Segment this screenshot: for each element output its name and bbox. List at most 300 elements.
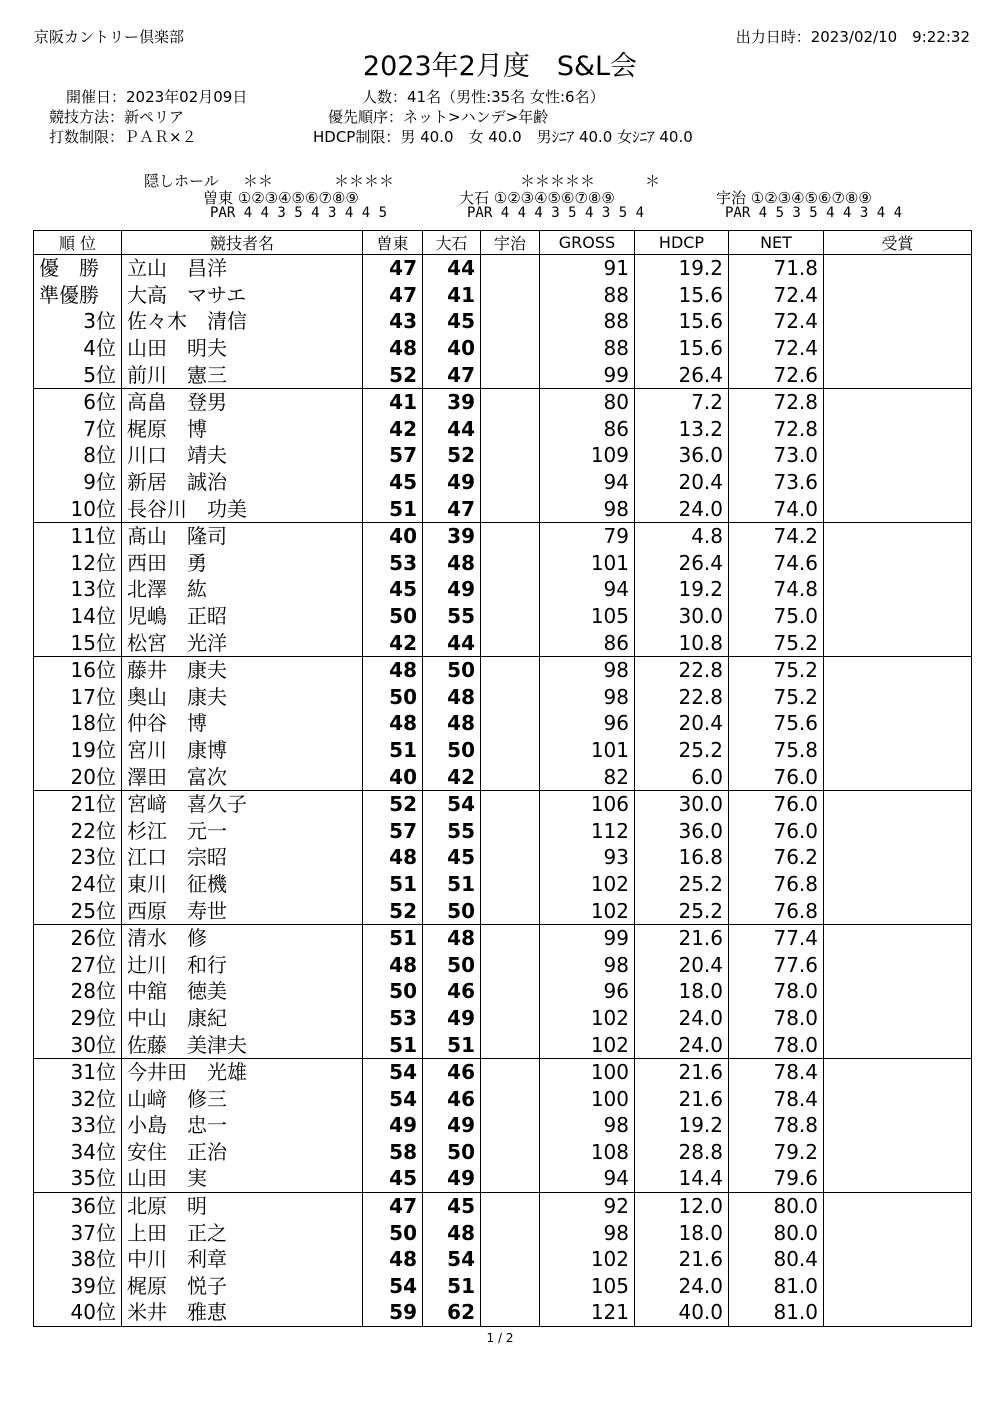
rank-cell: 38位 xyxy=(34,1246,122,1273)
table-row xyxy=(34,951,972,978)
award-cell xyxy=(824,656,972,683)
gross-cell: 108 xyxy=(540,1139,635,1166)
player-name-cell: 小島 忠一 xyxy=(122,1112,363,1139)
gross-cell: 91 xyxy=(540,255,635,282)
hdcp-cell: 25.2 xyxy=(635,737,729,764)
rank-cell: 18位 xyxy=(34,710,122,737)
award-cell xyxy=(824,1031,972,1058)
gross-cell: 98 xyxy=(540,495,635,522)
award-cell xyxy=(824,335,972,362)
player-name-cell: 清水 修 xyxy=(122,924,363,951)
hidden-stars-1: ＊＊ xyxy=(243,172,274,190)
award-cell xyxy=(824,1192,972,1219)
soto-score-cell: 51 xyxy=(363,495,423,522)
uji-score-cell xyxy=(481,1246,540,1273)
rank-cell: 12位 xyxy=(34,550,122,577)
hdcp-cell: 26.4 xyxy=(635,550,729,577)
net-cell: 72.8 xyxy=(729,416,824,443)
col-award: 受賞 xyxy=(824,231,972,255)
hdcp-cell: 21.6 xyxy=(635,1085,729,1112)
player-name-cell: 前川 憲三 xyxy=(122,361,363,388)
uji-score-cell xyxy=(481,388,540,415)
table-row xyxy=(34,844,972,871)
soto-score-cell: 48 xyxy=(363,335,423,362)
table-row xyxy=(34,416,972,443)
net-cell: 75.6 xyxy=(729,710,824,737)
net-cell: 72.4 xyxy=(729,282,824,309)
award-cell xyxy=(824,924,972,951)
rank-cell: 17位 xyxy=(34,684,122,711)
col-gross: GROSS xyxy=(540,231,635,255)
gross-cell: 105 xyxy=(540,1273,635,1300)
oishi-score-cell: 52 xyxy=(423,442,481,469)
rank-cell: 19位 xyxy=(34,737,122,764)
uji-score-cell xyxy=(481,871,540,898)
table-row xyxy=(34,550,972,577)
net-cell: 76.0 xyxy=(729,763,824,790)
hdcp-cell: 25.2 xyxy=(635,871,729,898)
hdcp-cell: 20.4 xyxy=(635,951,729,978)
net-cell: 71.8 xyxy=(729,255,824,282)
soto-score-cell: 54 xyxy=(363,1058,423,1085)
uji-score-cell xyxy=(481,629,540,656)
player-name-cell: 辻川 和行 xyxy=(122,951,363,978)
uji-score-cell xyxy=(481,1139,540,1166)
soto-score-cell: 51 xyxy=(363,1031,423,1058)
soto-score-cell: 45 xyxy=(363,576,423,603)
oishi-score-cell: 62 xyxy=(423,1299,481,1326)
soto-score-cell: 41 xyxy=(363,388,423,415)
soto-score-cell: 40 xyxy=(363,763,423,790)
player-name-cell: 安住 正治 xyxy=(122,1139,363,1166)
uji-score-cell xyxy=(481,951,540,978)
net-cell: 72.4 xyxy=(729,308,824,335)
rank-cell: 6位 xyxy=(34,388,122,415)
soto-score-cell: 45 xyxy=(363,469,423,496)
player-name-cell: 髙山 隆司 xyxy=(122,522,363,549)
table-row xyxy=(34,1058,972,1085)
net-cell: 74.8 xyxy=(729,576,824,603)
oishi-score-cell: 51 xyxy=(423,1031,481,1058)
oishi-score-cell: 48 xyxy=(423,550,481,577)
oishi-score-cell: 51 xyxy=(423,1273,481,1300)
hdcp-cell: 16.8 xyxy=(635,844,729,871)
player-name-cell: 米井 雅恵 xyxy=(122,1299,363,1326)
table-row xyxy=(34,871,972,898)
net-cell: 73.0 xyxy=(729,442,824,469)
competition-method: 競技方法：新ペリア xyxy=(49,108,185,126)
award-cell xyxy=(824,1112,972,1139)
gross-cell: 102 xyxy=(540,1246,635,1273)
hdcp-cell: 21.6 xyxy=(635,1246,729,1273)
player-name-cell: 山田 実 xyxy=(122,1165,363,1192)
uji-score-cell xyxy=(481,978,540,1005)
soto-score-cell: 40 xyxy=(363,522,423,549)
soto-score-cell: 49 xyxy=(363,1112,423,1139)
uji-score-cell xyxy=(481,1192,540,1219)
player-name-cell: 澤田 富次 xyxy=(122,763,363,790)
oishi-score-cell: 45 xyxy=(423,1192,481,1219)
player-name-cell: 東川 征機 xyxy=(122,871,363,898)
rank-cell: 27位 xyxy=(34,951,122,978)
award-cell xyxy=(824,361,972,388)
header-row xyxy=(34,231,972,255)
award-cell xyxy=(824,871,972,898)
oishi-score-cell: 49 xyxy=(423,469,481,496)
oishi-score-cell: 44 xyxy=(423,416,481,443)
page-title: 2023年2月度 S&L会 xyxy=(362,51,638,82)
rank-cell: 37位 xyxy=(34,1219,122,1246)
gross-cell: 99 xyxy=(540,924,635,951)
oishi-score-cell: 41 xyxy=(423,282,481,309)
rank-cell: 35位 xyxy=(34,1165,122,1192)
rank-cell: 26位 xyxy=(34,924,122,951)
soto-score-cell: 59 xyxy=(363,1299,423,1326)
rank-cell: 39位 xyxy=(34,1273,122,1300)
soto-score-cell: 50 xyxy=(363,1219,423,1246)
oishi-score-cell: 54 xyxy=(423,1246,481,1273)
player-name-cell: 新居 誠治 xyxy=(122,469,363,496)
hdcp-cell: 10.8 xyxy=(635,629,729,656)
uji-score-cell xyxy=(481,1085,540,1112)
oishi-score-cell: 55 xyxy=(423,603,481,630)
table-row xyxy=(34,1273,972,1300)
gross-cell: 93 xyxy=(540,844,635,871)
uji-score-cell xyxy=(481,550,540,577)
gross-cell: 106 xyxy=(540,790,635,817)
hdcp-cell: 19.2 xyxy=(635,576,729,603)
oishi-score-cell: 39 xyxy=(423,522,481,549)
gross-cell: 94 xyxy=(540,576,635,603)
table-row xyxy=(34,1246,972,1273)
rank-cell: 22位 xyxy=(34,817,122,844)
rank-cell: 24位 xyxy=(34,871,122,898)
rank-cell: 8位 xyxy=(34,442,122,469)
uji-score-cell xyxy=(481,1031,540,1058)
table-row xyxy=(34,603,972,630)
uji-score-cell xyxy=(481,255,540,282)
soto-score-cell: 58 xyxy=(363,1139,423,1166)
rank-cell: 3位 xyxy=(34,308,122,335)
award-cell xyxy=(824,1273,972,1300)
net-cell: 76.2 xyxy=(729,844,824,871)
table-row xyxy=(34,1112,972,1139)
hdcp-cell: 36.0 xyxy=(635,817,729,844)
net-cell: 72.6 xyxy=(729,361,824,388)
rank-cell: 34位 xyxy=(34,1139,122,1166)
col-net: NET xyxy=(729,231,824,255)
uji-score-cell xyxy=(481,576,540,603)
player-name-cell: 仲谷 博 xyxy=(122,710,363,737)
soto-score-cell: 57 xyxy=(363,817,423,844)
oishi-score-cell: 46 xyxy=(423,978,481,1005)
table-row xyxy=(34,282,972,309)
net-cell: 81.0 xyxy=(729,1299,824,1326)
table-row xyxy=(34,656,972,683)
player-name-cell: 梶原 悦子 xyxy=(122,1273,363,1300)
award-cell xyxy=(824,255,972,282)
col-player: 競技者名 xyxy=(122,231,363,255)
oishi-score-cell: 50 xyxy=(423,1139,481,1166)
table-row xyxy=(34,1139,972,1166)
net-cell: 76.8 xyxy=(729,871,824,898)
oishi-score-cell: 42 xyxy=(423,763,481,790)
table-row xyxy=(34,737,972,764)
award-cell xyxy=(824,388,972,415)
col-hdcp: HDCP xyxy=(635,231,729,255)
soto-score-cell: 48 xyxy=(363,1246,423,1273)
gross-cell: 112 xyxy=(540,817,635,844)
participant-count: 人数：41名（男性:35名 女性:6名） xyxy=(362,88,605,106)
net-cell: 79.2 xyxy=(729,1139,824,1166)
table-row xyxy=(34,388,972,415)
club-name: 京阪カントリー倶楽部 xyxy=(34,28,185,46)
oishi-score-cell: 48 xyxy=(423,924,481,951)
gross-cell: 101 xyxy=(540,737,635,764)
player-name-cell: 今井田 光雄 xyxy=(122,1058,363,1085)
hdcp-cell: 24.0 xyxy=(635,1273,729,1300)
player-name-cell: 山﨑 修三 xyxy=(122,1085,363,1112)
hdcp-cell: 6.0 xyxy=(635,763,729,790)
col-uji: 宇治 xyxy=(481,231,540,255)
oishi-score-cell: 39 xyxy=(423,388,481,415)
net-cell: 80.4 xyxy=(729,1246,824,1273)
hdcp-limit: HDCP制限：男 40.0 女 40.0 男ｼﾆｱ 40.0 女ｼﾆｱ 40.0 xyxy=(313,128,693,146)
oishi-score-cell: 50 xyxy=(423,737,481,764)
oishi-score-cell: 48 xyxy=(423,710,481,737)
course-soto-par: PAR 4 4 3 5 4 3 4 4 5 xyxy=(210,205,388,221)
table-row xyxy=(34,1031,972,1058)
award-cell xyxy=(824,790,972,817)
net-cell: 78.4 xyxy=(729,1058,824,1085)
rank-cell: 29位 xyxy=(34,1005,122,1032)
hidden-stars-4: ＊ xyxy=(645,172,661,190)
player-name-cell: 上田 正之 xyxy=(122,1219,363,1246)
net-cell: 75.8 xyxy=(729,737,824,764)
award-cell xyxy=(824,1299,972,1326)
net-cell: 79.6 xyxy=(729,1165,824,1192)
hdcp-cell: 24.0 xyxy=(635,1031,729,1058)
net-cell: 75.2 xyxy=(729,629,824,656)
gross-cell: 98 xyxy=(540,1219,635,1246)
net-cell: 72.4 xyxy=(729,335,824,362)
uji-score-cell xyxy=(481,495,540,522)
uji-score-cell xyxy=(481,308,540,335)
player-name-cell: 杉江 元一 xyxy=(122,817,363,844)
soto-score-cell: 42 xyxy=(363,629,423,656)
player-name-cell: 奥山 康夫 xyxy=(122,684,363,711)
soto-score-cell: 54 xyxy=(363,1273,423,1300)
net-cell: 75.0 xyxy=(729,603,824,630)
player-name-cell: 北原 明 xyxy=(122,1192,363,1219)
award-cell xyxy=(824,1139,972,1166)
rank-cell: 20位 xyxy=(34,763,122,790)
uji-score-cell xyxy=(481,1112,540,1139)
net-cell: 80.0 xyxy=(729,1192,824,1219)
net-cell: 75.2 xyxy=(729,656,824,683)
oishi-score-cell: 49 xyxy=(423,576,481,603)
oishi-score-cell: 50 xyxy=(423,656,481,683)
hdcp-cell: 15.6 xyxy=(635,282,729,309)
uji-score-cell xyxy=(481,844,540,871)
rank-cell: 13位 xyxy=(34,576,122,603)
uji-score-cell xyxy=(481,442,540,469)
net-cell: 76.8 xyxy=(729,897,824,924)
rank-cell: 準優勝 xyxy=(34,282,122,309)
table-row xyxy=(34,335,972,362)
page-number: 1 / 2 xyxy=(486,1331,514,1345)
gross-cell: 98 xyxy=(540,951,635,978)
soto-score-cell: 48 xyxy=(363,844,423,871)
uji-score-cell xyxy=(481,656,540,683)
net-cell: 78.4 xyxy=(729,1085,824,1112)
uji-score-cell xyxy=(481,469,540,496)
oishi-score-cell: 55 xyxy=(423,817,481,844)
player-name-cell: 佐々木 清信 xyxy=(122,308,363,335)
soto-score-cell: 54 xyxy=(363,1085,423,1112)
net-cell: 74.6 xyxy=(729,550,824,577)
soto-score-cell: 50 xyxy=(363,603,423,630)
player-name-cell: 中川 利章 xyxy=(122,1246,363,1273)
table-row xyxy=(34,576,972,603)
uji-score-cell xyxy=(481,282,540,309)
award-cell xyxy=(824,737,972,764)
rank-cell: 7位 xyxy=(34,416,122,443)
hdcp-cell: 19.2 xyxy=(635,255,729,282)
gross-cell: 96 xyxy=(540,710,635,737)
table-row xyxy=(34,495,972,522)
table-row xyxy=(34,1299,972,1326)
col-soto: 曽東 xyxy=(363,231,423,255)
player-name-cell: 西原 寿世 xyxy=(122,897,363,924)
col-oishi: 大石 xyxy=(423,231,481,255)
uji-score-cell xyxy=(481,737,540,764)
rank-cell: 40位 xyxy=(34,1299,122,1326)
hdcp-cell: 22.8 xyxy=(635,656,729,683)
net-cell: 73.6 xyxy=(729,469,824,496)
gross-cell: 79 xyxy=(540,522,635,549)
uji-score-cell xyxy=(481,1005,540,1032)
rank-cell: 優 勝 xyxy=(34,255,122,282)
award-cell xyxy=(824,897,972,924)
table-row xyxy=(34,978,972,1005)
hidden-stars-2: ＊＊＊＊ xyxy=(334,172,395,190)
hdcp-cell: 14.4 xyxy=(635,1165,729,1192)
award-cell xyxy=(824,1005,972,1032)
hdcp-cell: 30.0 xyxy=(635,790,729,817)
net-cell: 77.6 xyxy=(729,951,824,978)
award-cell xyxy=(824,684,972,711)
player-name-cell: 江口 宗昭 xyxy=(122,844,363,871)
gross-cell: 98 xyxy=(540,684,635,711)
hdcp-cell: 4.8 xyxy=(635,522,729,549)
player-name-cell: 中舘 徳美 xyxy=(122,978,363,1005)
rank-cell: 23位 xyxy=(34,844,122,871)
gross-cell: 102 xyxy=(540,871,635,898)
rank-cell: 11位 xyxy=(34,522,122,549)
table-row xyxy=(34,522,972,549)
course-oishi-par: PAR 4 4 4 3 5 4 3 5 4 xyxy=(467,205,645,221)
award-cell xyxy=(824,1219,972,1246)
stroke-limit: 打数制限：ＰＡＲ×２ xyxy=(49,128,197,146)
net-cell: 72.8 xyxy=(729,388,824,415)
rank-cell: 32位 xyxy=(34,1085,122,1112)
gross-cell: 99 xyxy=(540,361,635,388)
net-cell: 75.2 xyxy=(729,684,824,711)
oishi-score-cell: 50 xyxy=(423,897,481,924)
award-cell xyxy=(824,308,972,335)
table-row xyxy=(34,684,972,711)
gross-cell: 80 xyxy=(540,388,635,415)
gross-cell: 88 xyxy=(540,308,635,335)
net-cell: 76.0 xyxy=(729,817,824,844)
net-cell: 74.2 xyxy=(729,522,824,549)
soto-score-cell: 45 xyxy=(363,1165,423,1192)
oishi-score-cell: 48 xyxy=(423,1219,481,1246)
rank-cell: 30位 xyxy=(34,1031,122,1058)
hdcp-cell: 12.0 xyxy=(635,1192,729,1219)
uji-score-cell xyxy=(481,710,540,737)
oishi-score-cell: 50 xyxy=(423,951,481,978)
award-cell xyxy=(824,522,972,549)
table-row xyxy=(34,1085,972,1112)
course-uji-par: PAR 4 5 3 5 4 4 3 4 4 xyxy=(725,205,903,221)
award-cell xyxy=(824,416,972,443)
net-cell: 78.8 xyxy=(729,1112,824,1139)
oishi-score-cell: 44 xyxy=(423,629,481,656)
table-row xyxy=(34,469,972,496)
oishi-score-cell: 46 xyxy=(423,1085,481,1112)
player-name-cell: 西田 勇 xyxy=(122,550,363,577)
soto-score-cell: 51 xyxy=(363,924,423,951)
soto-score-cell: 47 xyxy=(363,255,423,282)
net-cell: 78.0 xyxy=(729,1031,824,1058)
uji-score-cell xyxy=(481,897,540,924)
oishi-score-cell: 49 xyxy=(423,1112,481,1139)
table-row xyxy=(34,442,972,469)
hdcp-cell: 24.0 xyxy=(635,1005,729,1032)
net-cell: 77.4 xyxy=(729,924,824,951)
soto-score-cell: 52 xyxy=(363,790,423,817)
award-cell xyxy=(824,629,972,656)
soto-score-cell: 53 xyxy=(363,1005,423,1032)
player-name-cell: 大高 マサエ xyxy=(122,282,363,309)
gross-cell: 94 xyxy=(540,469,635,496)
gross-cell: 109 xyxy=(540,442,635,469)
soto-score-cell: 47 xyxy=(363,1192,423,1219)
gross-cell: 88 xyxy=(540,282,635,309)
hidden-stars-3: ＊＊＊＊＊ xyxy=(520,172,596,190)
hdcp-cell: 20.4 xyxy=(635,710,729,737)
gross-cell: 88 xyxy=(540,335,635,362)
uji-score-cell xyxy=(481,361,540,388)
rank-cell: 9位 xyxy=(34,469,122,496)
soto-score-cell: 53 xyxy=(363,550,423,577)
table-row xyxy=(34,308,972,335)
player-name-cell: 北澤 紘 xyxy=(122,576,363,603)
course-soto-holes: 曽東 ①②③④⑤⑥⑦⑧⑨ xyxy=(203,189,359,207)
table-row xyxy=(34,763,972,790)
award-cell xyxy=(824,1085,972,1112)
player-name-cell: 児嶋 正昭 xyxy=(122,603,363,630)
award-cell xyxy=(824,442,972,469)
hdcp-cell: 26.4 xyxy=(635,361,729,388)
player-name-cell: 佐藤 美津夫 xyxy=(122,1031,363,1058)
rank-cell: 21位 xyxy=(34,790,122,817)
gross-cell: 92 xyxy=(540,1192,635,1219)
gross-cell: 86 xyxy=(540,629,635,656)
rank-cell: 5位 xyxy=(34,361,122,388)
